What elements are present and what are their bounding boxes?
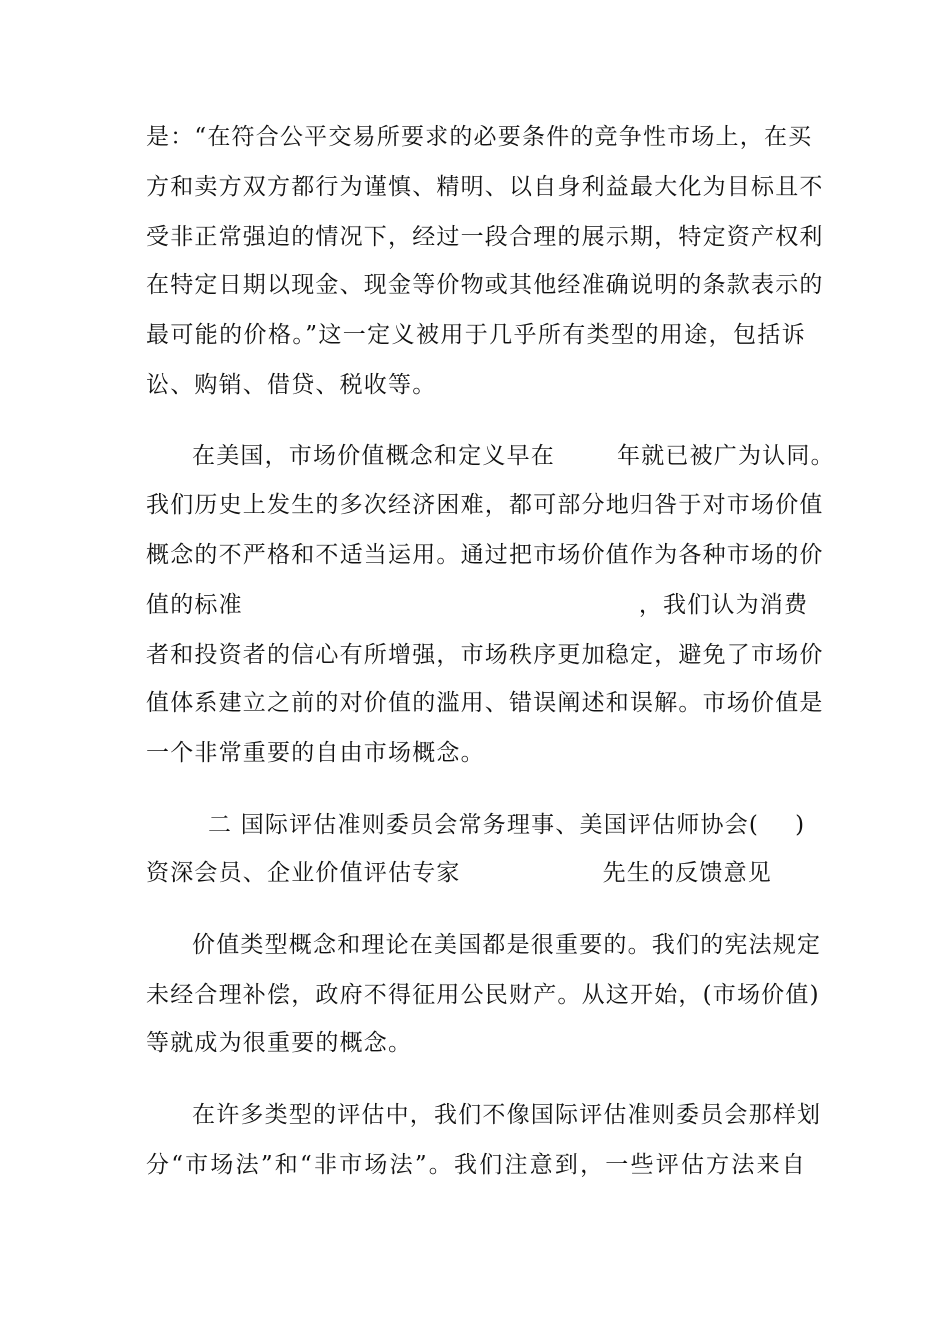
text-line: 分“市场法”和“非市场法”。我们注意到，一些评估方法来自 [146, 1152, 806, 1178]
text-line: 一个非常重要的自由市场概念。 [146, 740, 485, 766]
text-segment: 年就已被广为认同。 [617, 443, 835, 469]
text-line: 概念的不严格和不适当运用。通过把市场价值作为各种市场的价 [146, 542, 824, 568]
text-line [146, 590, 809, 620]
text-segment: 值的标准 [146, 592, 243, 618]
text-line: 讼、购销、借贷、税收等。 [146, 372, 437, 398]
text-line: 最可能的价格。”这一定义被用于几乎所有类型的用途，包括诉 [146, 322, 806, 348]
text-line [192, 441, 835, 471]
text-segment: 先生的反馈意见 [602, 860, 773, 886]
heading-line [208, 810, 806, 840]
text-line: 受非正常强迫的情况下，经过一段合理的展示期，特定资产权利 [146, 224, 824, 250]
text-line: 价值类型概念和理论在美国都是很重要的。我们的宪法规定 [192, 932, 822, 958]
text-segment: ，我们认为消费 [638, 592, 809, 618]
text-line: 在许多类型的评估中，我们不像国际评估准则委员会那样划 [192, 1102, 822, 1128]
text-segment: 二 国际评估准则委员会常务理事、美国评估师协会( [208, 812, 760, 838]
text-segment: 资深会员、企业价值评估专家 [146, 860, 461, 886]
text-line: 是：“在符合公平交易所要求的必要条件的竞争性市场上，在买 [146, 124, 813, 150]
text-line: 值体系建立之前的对价值的滥用、错误阐述和误解。市场价值是 [146, 690, 824, 716]
text-line: 等就成为很重要的概念。 [146, 1030, 413, 1056]
text-line: 我们历史上发生的多次经济困难，都可部分地归咎于对市场价值 [146, 492, 824, 518]
text-segment: 在美国，市场价值概念和定义早在 [192, 443, 555, 469]
text-line: 在特定日期以现金、现金等价物或其他经准确说明的条款表示的 [146, 272, 824, 298]
text-segment: ) [795, 812, 806, 838]
text-line: 方和卖方双方都行为谨慎、精明、以自身利益最大化为目标且不 [146, 174, 824, 200]
text-line: 者和投资者的信心有所增强，市场秩序更加稳定，避免了市场价 [146, 642, 824, 668]
text-line: 未经合理补偿，政府不得征用公民财产。从这开始，(市场价值) [146, 982, 820, 1008]
heading-line [146, 858, 806, 888]
